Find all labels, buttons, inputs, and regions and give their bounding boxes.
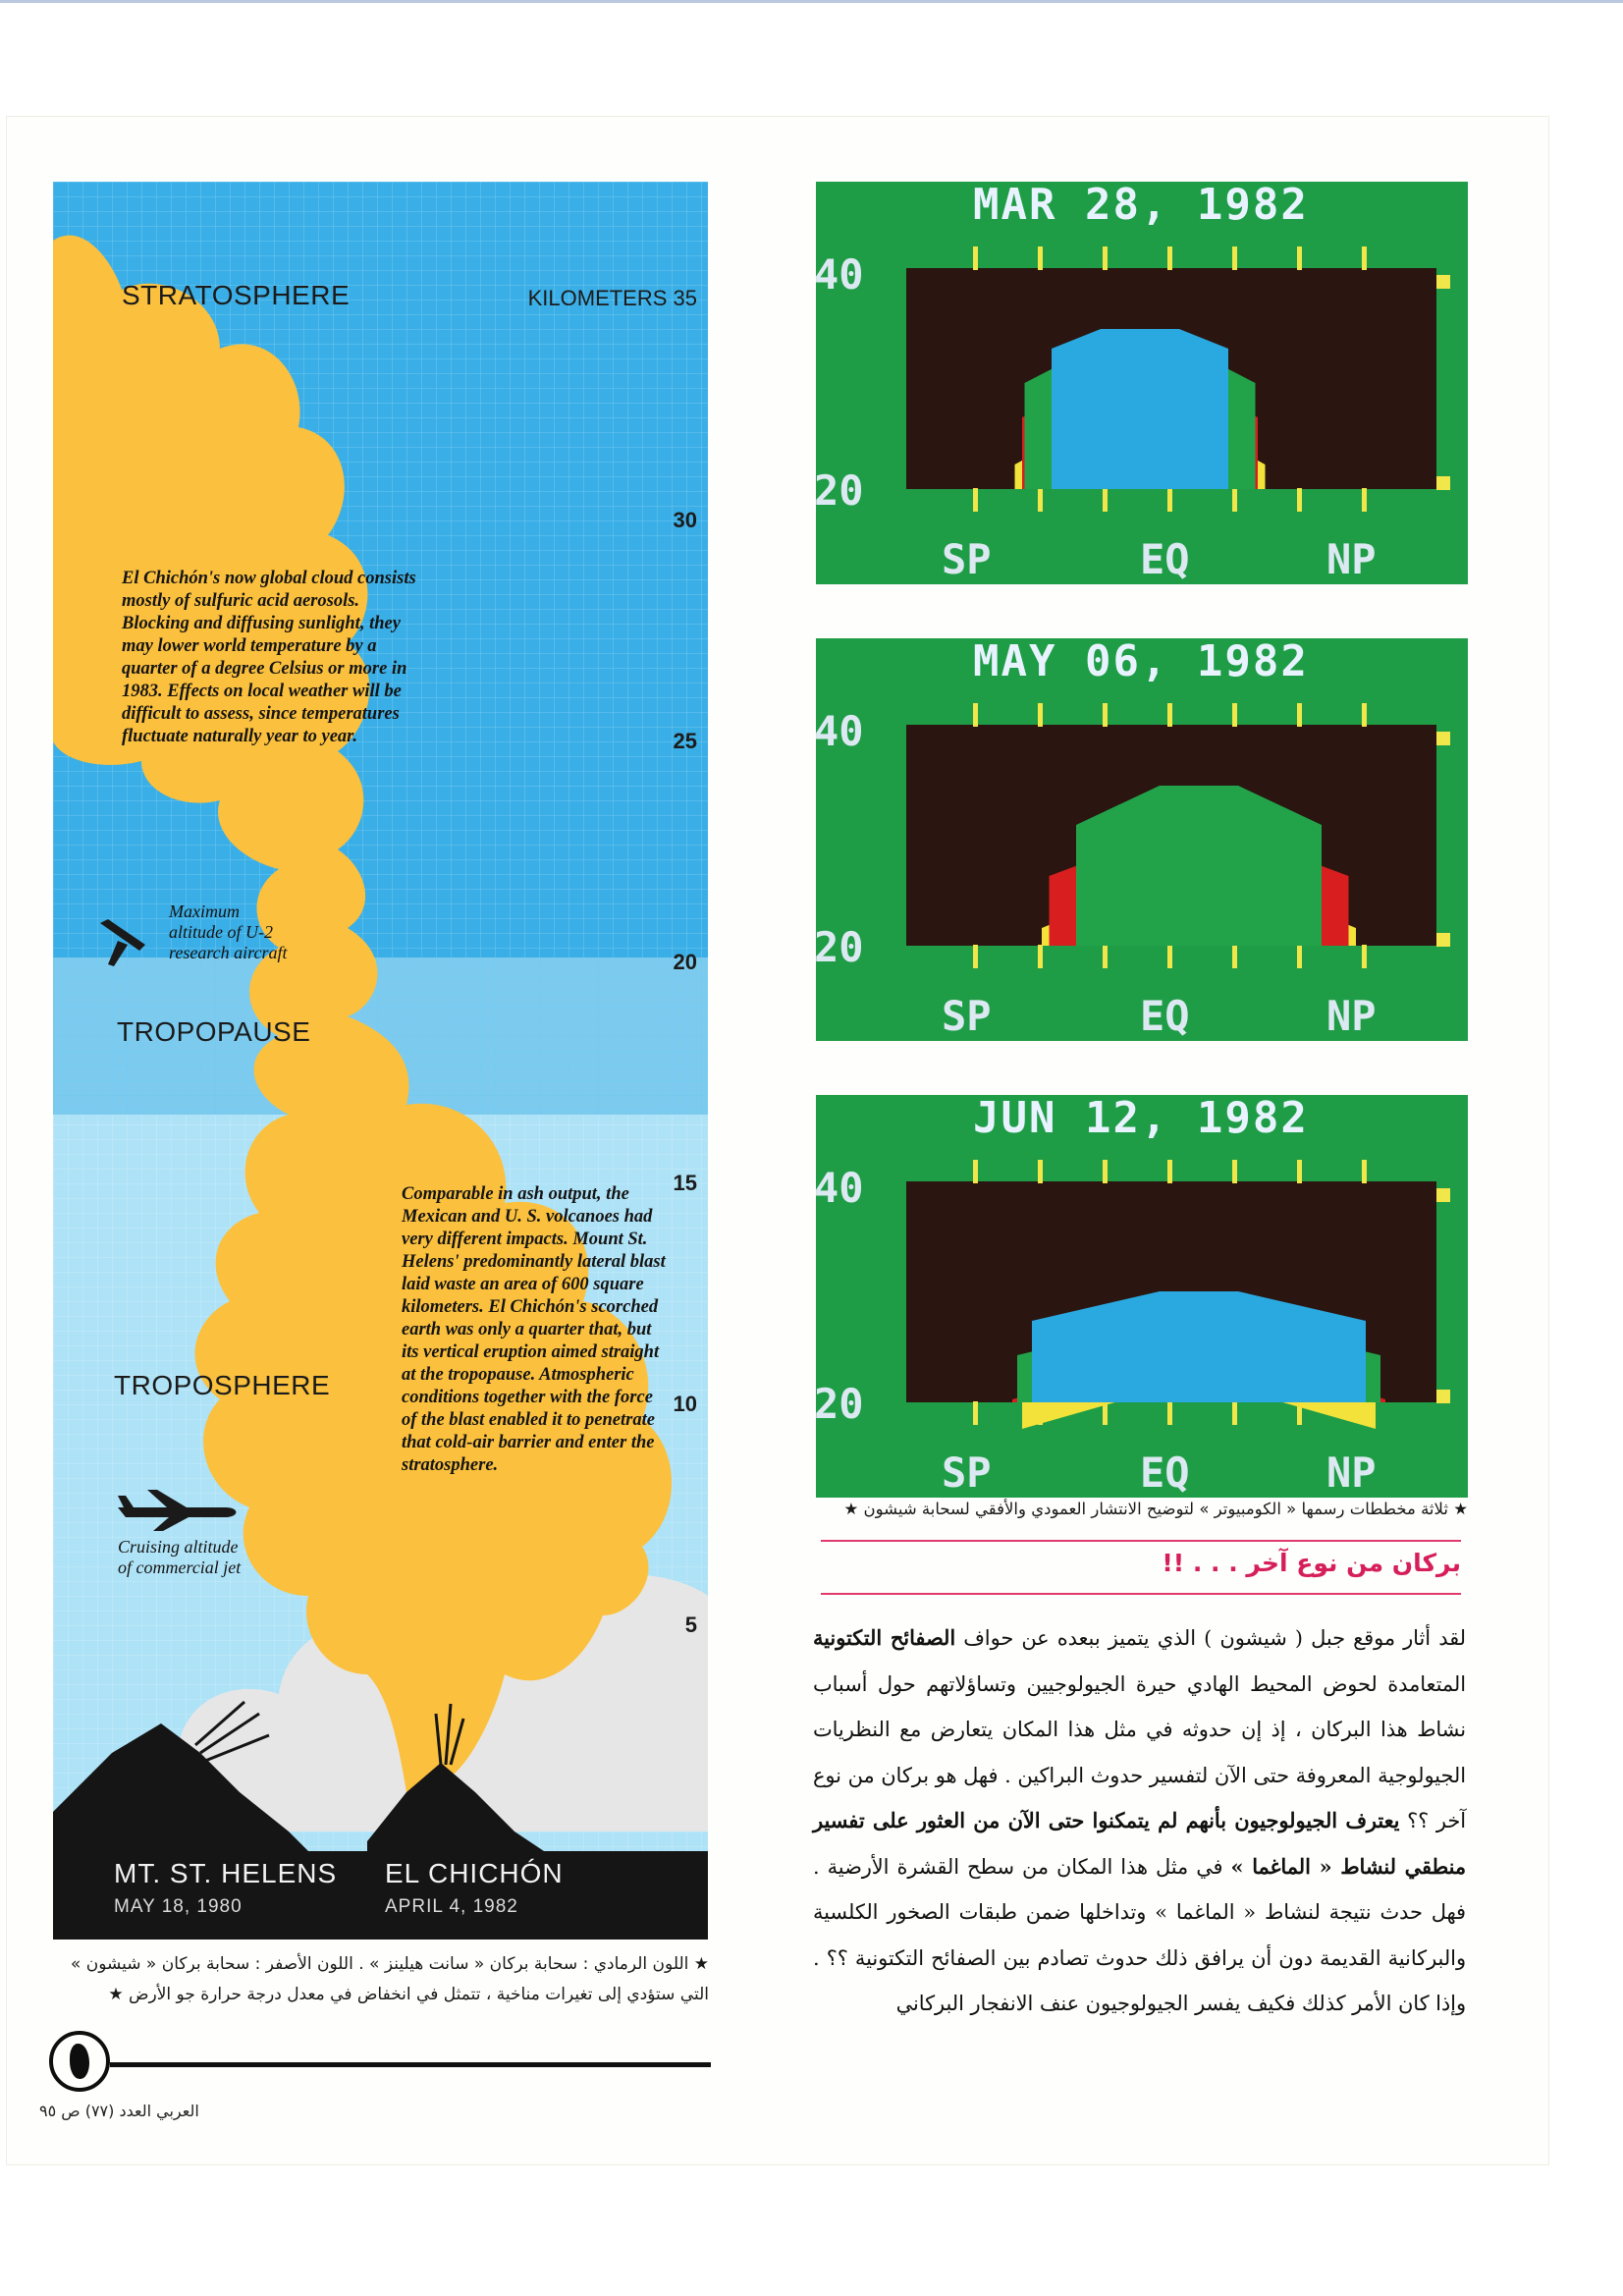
plot-top-tick xyxy=(1103,246,1108,270)
plot-y-top: 40 xyxy=(814,1164,864,1212)
plot-top-tick xyxy=(1038,703,1043,727)
plot-cloud-layer xyxy=(1052,329,1228,489)
plot-top-tick xyxy=(1038,246,1043,270)
plot-bottom-tick xyxy=(1232,945,1237,968)
km-axis-title: KILOMETERS 35 xyxy=(527,286,697,310)
jet-note-line: Cruising altitude xyxy=(118,1537,239,1557)
plots-caption: ★ ثلاثة مخططات رسمها « الكومبيوتر » لتوضيح الانتشار العمودي والأفقي لسحابة شيشون ★ xyxy=(843,1500,1468,1518)
plot-y-bottom: 20 xyxy=(814,466,864,515)
stratosphere-label: STRATOSPHERE xyxy=(122,280,351,310)
plot-top-tick xyxy=(1362,703,1367,727)
body-text: في مثل هذا المكان من سطح القشرة الأرضية . فهل حدث نتيجة لنشاط « الماغما » وتداخلها ضمن طبقات الصخور الكلسية والبركانية القديمة دون أن يرافق ذلك حدوث تصادم بين الصفائح التكتونية ؟؟ . وإذا كان الأمر كذلك فكيف يفسر الجيولوجيون عنف الانفجار البركاني xyxy=(813,1854,1466,2015)
st-helens-date: MAY 18, 1980 xyxy=(114,1896,243,1917)
plot-bottom-tick xyxy=(973,1401,978,1425)
plot-x-eq: EQ xyxy=(1140,992,1190,1040)
article-body xyxy=(813,1615,1466,2027)
plot-graphic xyxy=(816,638,1468,1041)
el-chichon-date: APRIL 4, 1982 xyxy=(385,1896,518,1917)
plot-x-np: NP xyxy=(1326,535,1377,583)
plot-y-bottom: 20 xyxy=(814,923,864,971)
plot-bottom-tick xyxy=(1232,1401,1237,1425)
atmosphere-infographic xyxy=(53,182,708,1940)
plot-y-top: 40 xyxy=(814,250,864,299)
tropopause-label: TROPOPAUSE xyxy=(117,1016,311,1047)
jet-note-line: of commercial jet xyxy=(118,1558,242,1577)
plot-top-tick xyxy=(1103,1160,1108,1183)
plot-top-tick xyxy=(1167,1160,1172,1183)
plot-bottom-tick xyxy=(1232,488,1237,512)
u2-note-line: research aircraft xyxy=(169,943,288,962)
plot-top-tick xyxy=(1232,703,1237,727)
body-bold: يعترف الجيولوجيون بأنهم لم يتمكنوا حتى الآن من العثور على تفسير منطقي لنشاط « الماغما » xyxy=(813,1808,1466,1879)
plot-top-tick xyxy=(1038,1160,1043,1183)
u2-note xyxy=(169,902,287,963)
plot-top-tick xyxy=(1362,246,1367,270)
plot-bottom-tick xyxy=(1362,945,1367,968)
cloud-plot-3 xyxy=(816,1095,1468,1498)
plot-x-np: NP xyxy=(1326,1449,1377,1497)
title-rule-top xyxy=(821,1540,1461,1542)
plot-top-tick xyxy=(973,703,978,727)
plot-top-tick xyxy=(1297,703,1302,727)
km-tick: 25 xyxy=(673,729,697,753)
plot-top-tick xyxy=(1297,246,1302,270)
plot-top-tick xyxy=(1103,703,1108,727)
plot-x-sp: SP xyxy=(942,1449,992,1497)
plot-corner-tick xyxy=(1436,476,1450,490)
cloud-note: El Chichón's now global cloud consists mostly of sulfuric acid aerosols. Blocking and diffusing sunlight, they may lower world temperature by a quarter of a degree Celsius or more in 1983. Effects on local weather will be difficult to assess, since temperatures fluctuate naturally year to year. xyxy=(122,569,416,746)
plot-x-eq: EQ xyxy=(1140,1449,1190,1497)
top-border xyxy=(0,0,1623,3)
title-rule-bottom xyxy=(821,1593,1461,1595)
infographic-art xyxy=(53,182,708,1940)
infographic-caption: ★ اللون الرمادي : سحابة بركان « سانت هيلينز » . اللون الأصفر : سحابة بركان « شيشون » التي ستؤدي إلى تغيرات مناخية ، تتمثل في انخفاض في معدل درجة حرارة جو الأرض ★ xyxy=(70,1954,709,2004)
plot-graphic xyxy=(816,182,1468,584)
km-tick: 30 xyxy=(673,508,697,532)
plot-bottom-tick xyxy=(1103,945,1108,968)
magazine-logo-icon xyxy=(49,2031,110,2092)
plot-date: MAR 28, 1982 xyxy=(973,180,1309,230)
plot-corner-tick xyxy=(1436,1390,1450,1403)
plot-cloud-layer xyxy=(1076,786,1322,946)
jet-note xyxy=(118,1537,241,1578)
plot-bottom-tick xyxy=(1103,488,1108,512)
plot-top-tick xyxy=(973,1160,978,1183)
body-text: المتعامدة لحوض المحيط الهادي حيرة الجيولوجيين وتساؤلاتهم حول أسباب نشاط هذا البركان ، إذ إن حدوثه في مثل هذا المكان يتعارض مع النظريات الجيولوجية المعروفة حتى الآن لتفسير حدوث البراكين . فهل هو بركان من نوع آخر ؟؟ xyxy=(813,1671,1466,1832)
km-tick: 15 xyxy=(673,1171,697,1195)
cloud-plot-2 xyxy=(816,638,1468,1041)
plot-bottom-tick xyxy=(1297,945,1302,968)
plot-bottom-tick xyxy=(1167,488,1172,512)
plot-y-top: 40 xyxy=(814,707,864,755)
plot-corner-tick xyxy=(1436,732,1450,745)
u2-note-line: Maximum xyxy=(169,902,240,921)
plot-graphic xyxy=(816,1095,1468,1498)
plot-corner-tick xyxy=(1436,275,1450,289)
plot-corner-tick xyxy=(1436,933,1450,947)
plot-bottom-tick xyxy=(1362,488,1367,512)
plot-y-bottom: 20 xyxy=(814,1380,864,1428)
plot-top-tick xyxy=(973,246,978,270)
km-tick: 10 xyxy=(673,1392,697,1416)
km-tick: 5 xyxy=(684,1613,697,1637)
troposphere-label: TROPOSPHERE xyxy=(114,1370,331,1400)
cloud-plot-1 xyxy=(816,182,1468,584)
plot-corner-tick xyxy=(1436,1188,1450,1202)
comparison-note: Comparable in ash output, the Mexican and U. S. volcanoes had very different impacts. Mount St. Helens' predominantly lateral blast laid waste an area of 600 square kilometers. El Chichón's scorched earth was only a quarter that, but its vertical eruption aimed straight at the tropopause. Atmospheric conditions together with the force of the blast enabled it to penetrate that cold-air barrier and enter the stratosphere. xyxy=(402,1184,666,1475)
plot-date: JUN 12, 1982 xyxy=(973,1093,1309,1143)
st-helens-name: MT. ST. HELENS xyxy=(114,1858,338,1888)
page-footer: العربي العدد (٧٧) ص ٩٥ xyxy=(39,2102,199,2120)
body-text: لقد أثار موقع جبل ( شيشون ) الذي يتميز ببعده عن حواف xyxy=(963,1626,1466,1650)
plot-bottom-tick xyxy=(1038,945,1043,968)
plot-bottom-tick xyxy=(1297,488,1302,512)
plot-top-tick xyxy=(1232,1160,1237,1183)
plot-x-sp: SP xyxy=(942,535,992,583)
el-chichon-name: EL CHICHÓN xyxy=(385,1858,564,1888)
plot-bottom-tick xyxy=(1038,488,1043,512)
footer-rule xyxy=(110,2062,711,2067)
section-title: بركان من نوع آخر . . . !! xyxy=(1162,1549,1461,1577)
plot-bottom-tick xyxy=(973,488,978,512)
plot-top-tick xyxy=(1167,703,1172,727)
plot-top-tick xyxy=(1297,1160,1302,1183)
plot-top-tick xyxy=(1362,1160,1367,1183)
plot-x-sp: SP xyxy=(942,992,992,1040)
plot-bottom-tick xyxy=(1167,945,1172,968)
plot-bottom-tick xyxy=(1167,1401,1172,1425)
body-bold: الصفائح التكتونية xyxy=(813,1625,956,1650)
plot-top-tick xyxy=(1167,246,1172,270)
plot-bottom-tick xyxy=(973,945,978,968)
plot-x-np: NP xyxy=(1326,992,1377,1040)
u2-note-line: altitude of U-2 xyxy=(169,922,273,942)
plot-date: MAY 06, 1982 xyxy=(973,636,1309,686)
plot-x-eq: EQ xyxy=(1140,535,1190,583)
km-tick: 20 xyxy=(673,950,697,974)
plot-top-tick xyxy=(1232,246,1237,270)
